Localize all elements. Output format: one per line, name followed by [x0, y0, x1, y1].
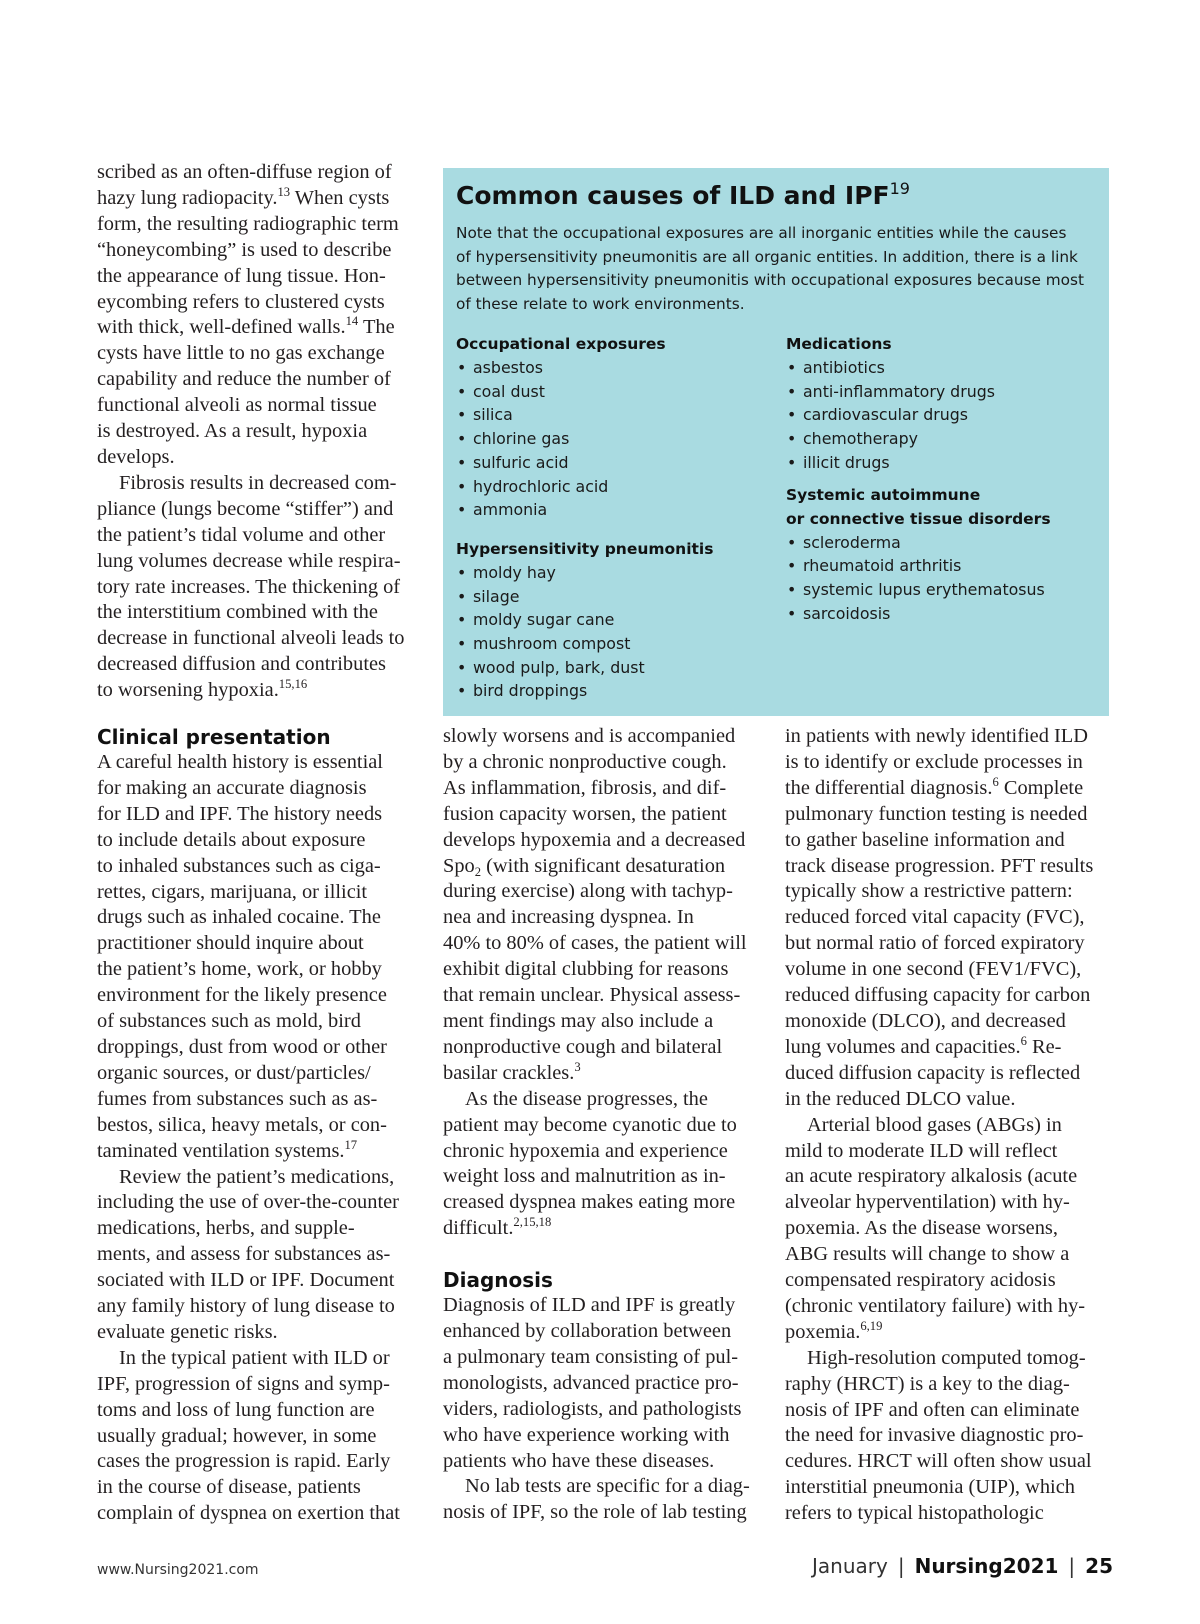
- text-line: poxemia. As the disease worsens,: [785, 1217, 1058, 1240]
- text-line: rettes, cigars, marijuana, or illicit: [97, 880, 368, 903]
- diagnosis-heading: Diagnosis: [443, 1268, 553, 1293]
- occupational-exposures-list: [456, 356, 713, 522]
- text-line: viders, radiologists, and pathologists: [443, 1397, 742, 1420]
- text-line: alveolar hyperventilation) with hy-: [785, 1191, 1070, 1214]
- list-item: • chemotherapy: [786, 427, 1051, 451]
- text-line: of hypersensitivity pneumonitis are all organic entities. In addition, there is a link: [456, 247, 1078, 266]
- column-2-body-b: [443, 1293, 773, 1526]
- text-line: nonproductive cough and bilateral: [443, 1035, 723, 1058]
- text-line: ABG results will change to show a: [785, 1243, 1070, 1266]
- text-line: an acute respiratory alkalosis (acute: [785, 1165, 1078, 1188]
- list-item: • rheumatoid arthritis: [786, 554, 1051, 578]
- text-line: Arterial blood gases (ABGs) in: [807, 1113, 1062, 1136]
- text-line: poxemia.$^{6,19}$: [785, 1319, 883, 1343]
- text-line: As the disease progresses, the: [465, 1087, 708, 1110]
- list-item: • scleroderma: [786, 531, 1051, 555]
- text-line: duced diffusion capacity is reflected: [785, 1061, 1081, 1084]
- list-item: • moldy hay: [456, 561, 713, 585]
- list-item: • silage: [456, 585, 713, 609]
- text-line: with thick, well-defined walls.$^{14}$ The: [97, 314, 395, 339]
- text-line: hazy lung radiopacity.$^{13}$ When cysts: [97, 185, 390, 209]
- text-line: in patients with newly identified ILD: [785, 725, 1088, 747]
- list-item: • ammonia: [456, 498, 713, 522]
- text-line: creased dyspnea makes eating more: [443, 1191, 736, 1214]
- list-item: • asbestos: [456, 356, 713, 380]
- text-line: ments, and assess for substances as-: [97, 1243, 391, 1266]
- text-line: for ILD and IPF. The history needs: [97, 802, 383, 825]
- text-line: any family history of lung disease to: [97, 1295, 395, 1318]
- text-line: patients who have these diseases.: [443, 1449, 715, 1472]
- text-line: cases the progression is rapid. Early: [97, 1450, 391, 1473]
- text-line: in the course of disease, patients: [97, 1476, 361, 1499]
- text-line: droppings, dust from wood or other: [97, 1035, 387, 1058]
- list-item: • bird droppings: [456, 679, 713, 703]
- text-line: the patient’s home, work, or hobby: [97, 958, 382, 981]
- column-3: [785, 724, 1115, 1527]
- list-item: • hydrochloric acid: [456, 475, 713, 499]
- text-line: In the typical patient with ILD or: [119, 1346, 390, 1369]
- text-line: fumes from substances such as as-: [97, 1087, 378, 1110]
- sidebar-right-column: [786, 332, 1051, 625]
- text-line: toms and loss of lung function are: [97, 1398, 375, 1421]
- text-line: High-resolution computed tomog-: [807, 1346, 1086, 1369]
- text-line: for making an accurate diagnosis: [97, 776, 367, 799]
- causes-sidebar-box: [443, 168, 1109, 716]
- text-line: interstitial pneumonia (UIP), which: [785, 1476, 1075, 1499]
- text-line: organic sources, or dust/particles/: [97, 1061, 371, 1084]
- text-line: sociated with ILD or IPF. Document: [97, 1269, 395, 1292]
- list-item: • antibiotics: [786, 356, 1051, 380]
- medications-list: [786, 356, 1051, 475]
- column-1: [97, 724, 427, 1527]
- text-line: enhanced by collaboration between: [443, 1320, 732, 1343]
- text-line: to include details about exposure: [97, 828, 366, 851]
- text-line: scribed as an often-diffuse region of: [97, 161, 392, 183]
- list-item: • coal dust: [456, 380, 713, 404]
- sidebar-note: [456, 222, 1095, 316]
- text-line: form, the resulting radiographic term: [97, 212, 399, 235]
- text-line: Note that the occupational exposures are all inorganic entities while the causes: [456, 224, 1067, 242]
- text-line: Review the patient’s medications,: [119, 1165, 395, 1188]
- text-line: environment for the likely presence: [97, 984, 387, 1007]
- text-line: IPF, progression of signs and symp-: [97, 1372, 390, 1395]
- sidebar-title: Common causes of ILD and IPF$^{19}$: [456, 179, 910, 210]
- text-line: to gather baseline information and: [785, 828, 1065, 851]
- text-line: the need for invasive diagnostic pro-: [785, 1424, 1084, 1447]
- text-line: complain of dyspnea on exertion that: [97, 1502, 400, 1525]
- column-1-body: [97, 750, 427, 1527]
- text-line: the patient’s tidal volume and other: [97, 523, 386, 546]
- text-line: Spo$_2$ (with significant desaturation: [443, 854, 726, 879]
- text-line: tory rate increases. The thickening of: [97, 575, 401, 598]
- text-line: reduced diffusing capacity for carbon: [785, 984, 1091, 1007]
- list-item: • mushroom compost: [456, 632, 713, 656]
- text-line: between hypersensitivity pneumonitis with occupational exposures because most: [456, 271, 1084, 289]
- text-line: Diagnosis of ILD and IPF is greatly: [443, 1294, 736, 1317]
- text-line: is destroyed. As a result, hypoxia: [97, 420, 368, 443]
- text-line: slowly worsens and is accompanied: [443, 725, 736, 747]
- text-line: develops.: [97, 445, 175, 468]
- occupational-exposures-heading: Occupational exposures: [456, 335, 666, 353]
- text-line: weight loss and malnutrition as in-: [443, 1165, 726, 1188]
- text-line: cedures. HRCT will often show usual: [785, 1450, 1092, 1473]
- text-line: (chronic ventilatory failure) with hy-: [785, 1294, 1086, 1317]
- footer-journal: Nursing2021: [914, 1554, 1059, 1578]
- text-line: patient may become cyanotic due to: [443, 1113, 737, 1136]
- text-line: usually gradual; however, in some: [97, 1424, 377, 1447]
- page-number: 25: [1085, 1554, 1113, 1578]
- text-line: of these relate to work environments.: [456, 294, 745, 313]
- text-line: that remain unclear. Physical assess-: [443, 984, 741, 1007]
- text-line: fusion capacity worsen, the patient: [443, 802, 727, 825]
- text-line: nea and increasing dyspnea. In: [443, 906, 694, 929]
- list-item: • moldy sugar cane: [456, 608, 713, 632]
- list-item: • illicit drugs: [786, 451, 1051, 475]
- text-line: during exercise) along with tachyp-: [443, 880, 733, 903]
- hypersensitivity-pneumonitis-heading: Hypersensitivity pneumonitis: [456, 539, 714, 558]
- text-line: nosis of IPF, so the role of lab testing: [443, 1501, 747, 1524]
- text-line: decreased diffusion and contributes: [97, 653, 386, 676]
- text-line: ment findings may also include a: [443, 1009, 714, 1032]
- text-line: A careful health history is essential: [97, 751, 383, 773]
- text-line: evaluate genetic risks.: [97, 1320, 278, 1343]
- text-line: nosis of IPF and often can eliminate: [785, 1398, 1080, 1421]
- text-line: mild to moderate ILD will reflect: [785, 1139, 1058, 1162]
- column-2: [443, 724, 773, 1526]
- list-item: • silica: [456, 403, 713, 427]
- sidebar-left-column: [456, 332, 713, 703]
- text-line: lung volumes decrease while respira-: [97, 549, 401, 572]
- text-line: track disease progression. PFT results: [785, 854, 1094, 877]
- text-line: the interstitium combined with the: [97, 601, 378, 624]
- list-item: • sulfuric acid: [456, 451, 713, 475]
- autoimmune-heading: Systemic autoimmune or connective tissue disorders: [786, 485, 1051, 528]
- column-3-body: [785, 724, 1115, 1527]
- footer-month: January: [812, 1554, 888, 1578]
- text-line: medications, herbs, and supple-: [97, 1217, 355, 1240]
- text-line: drugs such as inhaled cocaine. The: [97, 906, 381, 929]
- text-line: to worsening hypoxia.$^{15,16}$: [97, 677, 308, 702]
- text-line: practitioner should inquire about: [97, 932, 364, 955]
- text-line: develops hypoxemia and a decreased: [443, 828, 746, 851]
- clinical-presentation-heading: Clinical presentation: [97, 725, 331, 749]
- text-line: “honeycombing” is used to describe: [97, 238, 392, 261]
- text-line: monoxide (DLCO), and decreased: [785, 1009, 1066, 1032]
- text-line: volume in one second (FEV1/FVC),: [785, 958, 1082, 981]
- text-line: 40% to 80% of cases, the patient will: [443, 932, 747, 955]
- column-2-body-a: [443, 724, 773, 1242]
- text-line: to inhaled substances such as ciga-: [97, 854, 381, 877]
- list-item: • systemic lupus erythematosus: [786, 578, 1051, 602]
- text-line: No lab tests are specific for a diag-: [465, 1475, 750, 1498]
- text-line: who have experience working with: [443, 1423, 730, 1446]
- text-line: lung volumes and capacities.$^6$ Re-: [785, 1034, 1062, 1058]
- text-line: decrease in functional alveoli leads to: [97, 627, 405, 650]
- text-line: exhibit digital clubbing for reasons: [443, 958, 729, 981]
- list-item: • sarcoidosis: [786, 602, 1051, 626]
- text-line: the differential diagnosis.$^6$ Complete: [785, 774, 1084, 799]
- text-line: capability and reduce the number of: [97, 368, 391, 391]
- text-line: pliance (lungs become “stiffer”) and: [97, 497, 394, 520]
- text-line: chronic hypoxemia and experience: [443, 1139, 728, 1162]
- text-line: taminated ventilation systems.$^{17}$: [97, 1137, 358, 1162]
- text-line: typically show a restrictive pattern:: [785, 880, 1073, 903]
- text-line: but normal ratio of forced expiratory: [785, 932, 1085, 955]
- text-line: bestos, silica, heavy metals, or con-: [97, 1113, 387, 1136]
- text-line: the appearance of lung tissue. Hon-: [97, 264, 386, 287]
- text-line: raphy (HRCT) is a key to the diag-: [785, 1372, 1070, 1395]
- footer-website: www.Nursing2021.com: [97, 1562, 259, 1578]
- footer-folio: January | Nursing2021 | 25: [812, 1554, 1113, 1578]
- hypersensitivity-pneumonitis-list: [456, 561, 713, 703]
- text-line: As inflammation, fibrosis, and dif-: [443, 776, 727, 799]
- text-line: functional alveoli as normal tissue: [97, 394, 377, 417]
- text-line: reduced forced vital capacity (FVC),: [785, 906, 1085, 929]
- text-line: compensated respiratory acidosis: [785, 1269, 1056, 1292]
- top-left-column: [97, 160, 422, 704]
- text-line: pulmonary function testing is needed: [785, 802, 1088, 825]
- text-line: of substances such as mold, bird: [97, 1010, 361, 1033]
- list-item: • chlorine gas: [456, 427, 713, 451]
- text-line: a pulmonary team consisting of pul-: [443, 1345, 739, 1368]
- text-line: difficult.$^{2,15,18}$: [443, 1215, 552, 1240]
- text-line: basilar crackles.$^3$: [443, 1059, 581, 1084]
- text-line: refers to typical histopathologic: [785, 1502, 1044, 1525]
- text-line: monologists, advanced practice pro-: [443, 1371, 739, 1394]
- text-line: in the reduced DLCO value.: [785, 1087, 1016, 1110]
- list-item: • cardiovascular drugs: [786, 403, 1051, 427]
- text-line: including the use of over-the-counter: [97, 1191, 399, 1214]
- text-line: eycombing refers to clustered cysts: [97, 290, 385, 313]
- list-item: • wood pulp, bark, dust: [456, 656, 713, 680]
- autoimmune-list: [786, 531, 1051, 626]
- list-item: • anti-inflammatory drugs: [786, 380, 1051, 404]
- text-line: Fibrosis results in decreased com-: [119, 471, 397, 494]
- text-line: is to identify or exclude processes in: [785, 750, 1083, 773]
- medications-heading: Medications: [786, 335, 892, 353]
- text-line: by a chronic nonproductive cough.: [443, 750, 727, 773]
- text-line: cysts have little to no gas exchange: [97, 342, 385, 365]
